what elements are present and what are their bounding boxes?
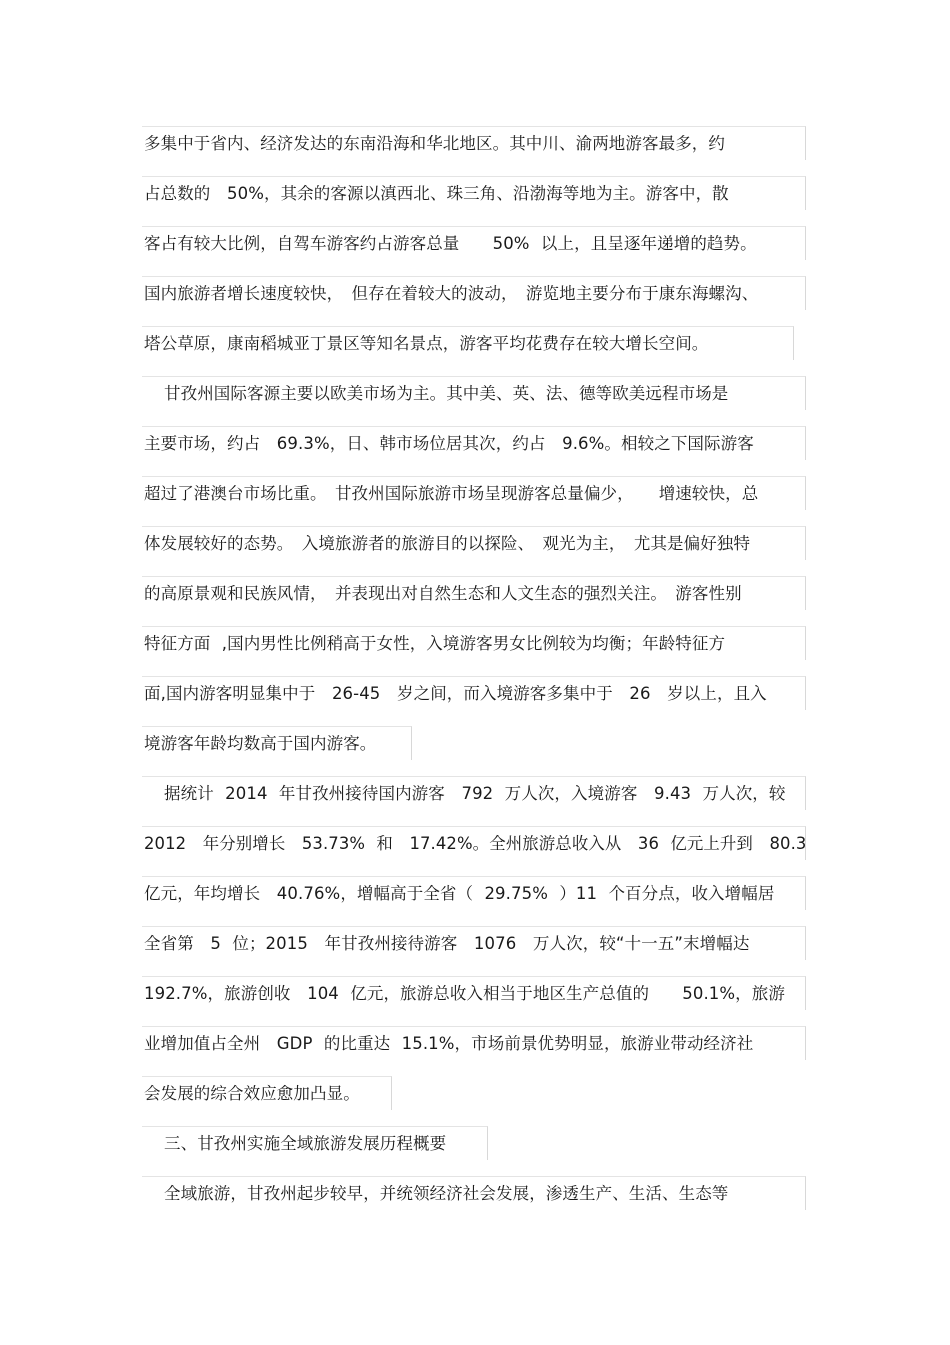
text-line: 主要市场，约占 69.3%，日、韩市场位居其次，约占 9.6%。相较之下国际游客 <box>144 434 754 453</box>
text-line: 192.7%，旅游创收 104 亿元，旅游总收入相当于地区生产总值的 50.1%，旅游 <box>144 984 785 1003</box>
text-line: 的高原景观和民族风情， 并表现出对自然生态和人文生态的强烈关注。 游客性别 <box>144 584 742 603</box>
text-line: 面,国内游客明显集中于 26-45 岁之间，而入境游客多集中于 26 岁以上，且入 <box>144 684 767 703</box>
text-line: 特征方面 ,国内男性比例稍高于女性，入境游客男女比例较为均衡；年龄特征方 <box>144 634 726 653</box>
text-line: 塔公草原，康南稻城亚丁景区等知名景点，游客平均花费存在较大增长空间。 <box>144 334 709 353</box>
text-line: 国内旅游者增长速度较快， 但存在着较大的波动， 游览地主要分布于康东海螺沟、 <box>144 284 759 303</box>
text-line: 全域旅游，甘孜州起步较早，并统领经济社会发展，渗透生产、生活、生态等 <box>164 1184 729 1203</box>
text-line: 多集中于省内、经济发达的东南沿海和华北地区。其中川、渝两地游客最多，约 <box>144 134 725 153</box>
text-line: 客占有较大比例，自驾车游客约占游客总量 50% 以上，且呈逐年递增的趋势。 <box>144 234 757 253</box>
text-line: 占总数的 50%，其余的客源以滇西北、珠三角、沿渤海等地为主。游客中，散 <box>144 184 729 203</box>
text-line: 体发展较好的态势。 入境旅游者的旅游目的以探险、 观光为主， 尤其是偏好独特 <box>144 534 751 553</box>
text-line: 业增加值占全州 GDP 的比重达 15.1%，市场前景优势明显，旅游业带动经济社 <box>144 1034 754 1053</box>
text-line: 亿元，年均增长 40.76%，增幅高于全省（ 29.75% ）11 个百分点，收入增幅居 <box>144 884 775 903</box>
text-line: 甘孜州国际客源主要以欧美市场为主。其中美、英、法、德等欧美远程市场是 <box>164 384 729 403</box>
text-line: 境游客年龄均数高于国内游客。 <box>144 734 377 753</box>
section-heading: 三、甘孜州实施全域旅游发展历程概要 <box>164 1134 447 1153</box>
text-line: 全省第 5 位；2015 年甘孜州接待游客 1076 万人次，较“十一五”末增幅达 <box>144 934 750 953</box>
text-line: 2012 年分别增长 53.73% 和 17.42%。全州旅游总收入从 36 亿元上升到 80.3 <box>144 834 807 853</box>
text-line: 会发展的综合效应愈加凸显。 <box>144 1084 360 1103</box>
text-line: 超过了港澳台市场比重。 甘孜州国际旅游市场呈现游客总量偏少， 增速较快，总 <box>144 484 759 503</box>
text-line: 据统计 2014 年甘孜州接待国内游客 792 万人次，入境游客 9.43 万人次，较 <box>164 784 786 803</box>
